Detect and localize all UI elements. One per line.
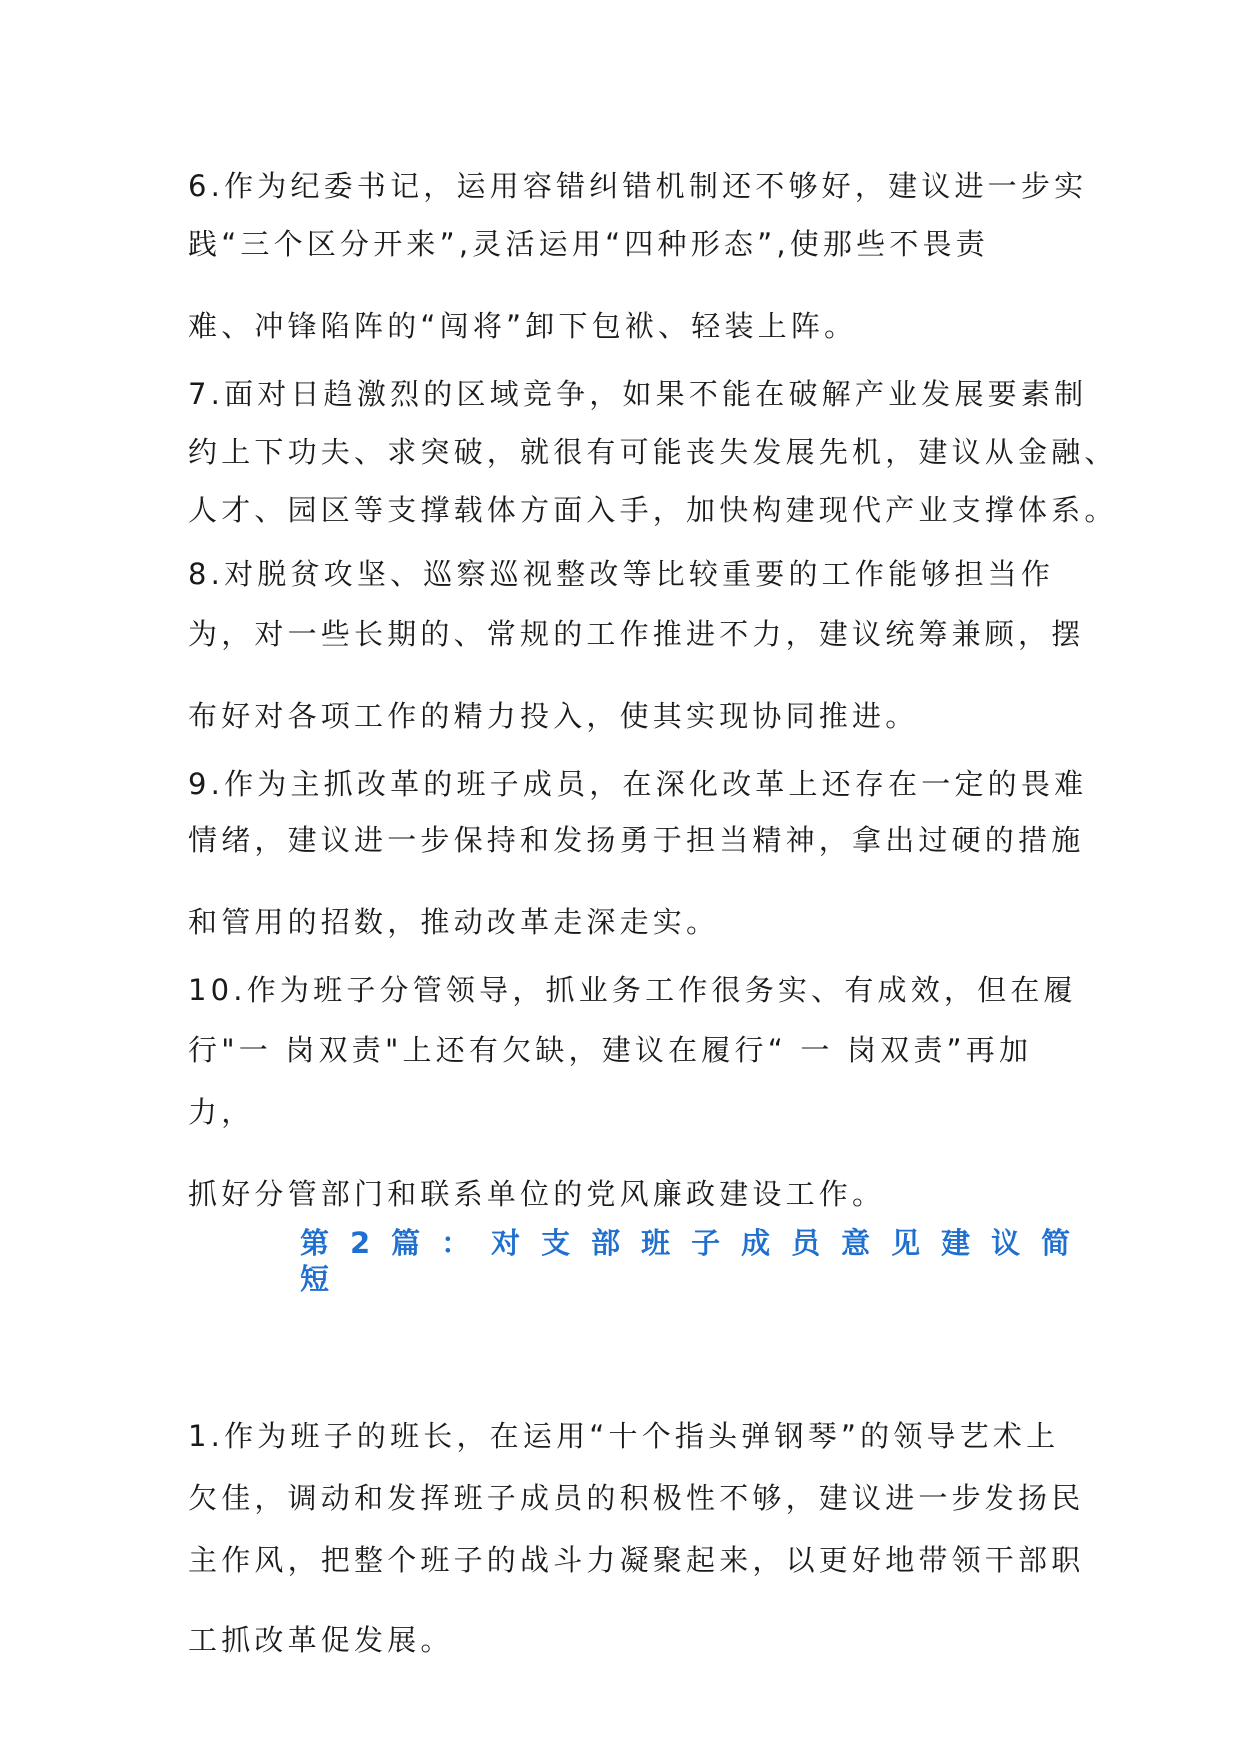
paragraph-line: 力，: [188, 1095, 255, 1129]
paragraph-line: 和管用的招数，推动改革走深走实。: [188, 905, 720, 939]
paragraph-line: 践“三个区分开来”,灵活运用“四种形态”,使那些不畏责: [188, 227, 989, 261]
paragraph-line: 6.作为纪委书记，运用容错纠错机制还不够好，建议进一步实: [188, 169, 1088, 203]
paragraph-line: 抓好分管部门和联系单位的党风廉政建设工作。: [188, 1177, 886, 1211]
paragraph-line: 主作风，把整个班子的战斗力凝聚起来，以更好地带领干部职: [188, 1543, 1085, 1577]
paragraph-line: 7.面对日趋激烈的区域竞争，如果不能在破解产业发展要素制: [188, 377, 1088, 411]
paragraph-line: 难、冲锋陷阵的“闯将”卸下包袱、轻装上阵。: [188, 309, 858, 343]
section-heading-continued: 短: [300, 1262, 351, 1296]
paragraph-line: 欠佳，调动和发挥班子成员的积极性不够，建议进一步发扬民: [188, 1481, 1085, 1515]
paragraph-line: 行"一 岗双责"上还有欠缺，建议在履行“ 一 岗双责”再加: [188, 1033, 1033, 1067]
paragraph-line: 9.作为主抓改革的班子成员，在深化改革上还存在一定的畏难: [188, 767, 1088, 801]
paragraph-line: 情绪，建议进一步保持和发扬勇于担当精神，拿出过硬的措施: [188, 823, 1085, 857]
paragraph-line: 约上下功夫、求突破，就很有可能丧失发展先机，建议从金融、: [188, 435, 1118, 469]
paragraph-line: 为，对一些长期的、常规的工作推进不力，建议统筹兼顾，摆: [188, 617, 1085, 651]
paragraph-line: 10.作为班子分管领导，抓业务工作很务实、有成效，但在履: [188, 973, 1077, 1007]
section-heading: 第2篇：对支部班子成员意见建议简: [300, 1226, 1092, 1260]
paragraph-line: 1.作为班子的班长，在运用“十个指头弹钢琴”的领导艺术上: [188, 1419, 1060, 1453]
paragraph-line: 布好对各项工作的精力投入，使其实现协同推进。: [188, 699, 919, 733]
paragraph-line: 工抓改革促发展。: [188, 1623, 454, 1657]
paragraph-line: 8.对脱贫攻坚、巡察巡视整改等比较重要的工作能够担当作: [188, 557, 1055, 591]
paragraph-line: 人才、园区等支撑载体方面入手，加快构建现代产业支撑体系。: [188, 493, 1118, 527]
